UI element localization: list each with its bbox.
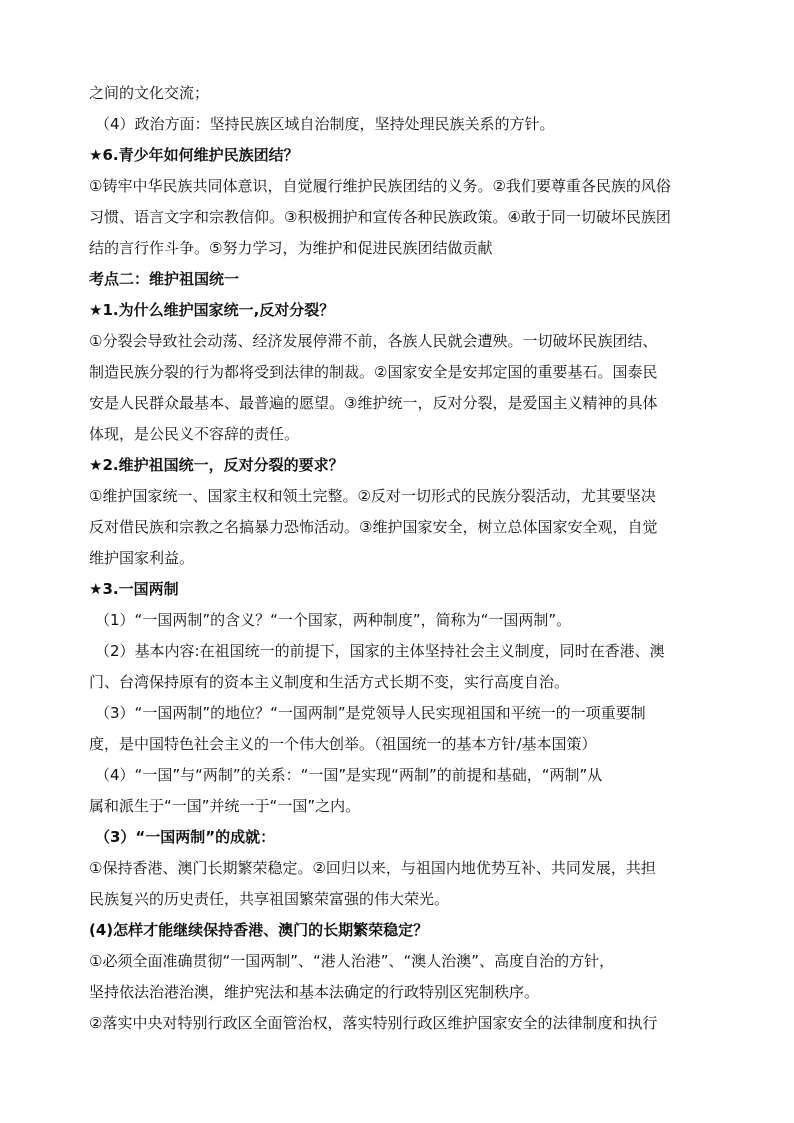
text-line: 坚持依法治港治澳，维护宪法和基本法确定的行政特别区宪制秩序。 [89, 983, 540, 1001]
text-line: 反对借民族和宗教之名搞暴力恐怖活动。③维护国家安全，树立总体国家安全观，自觉 [89, 518, 658, 536]
subsection-heading: (4)怎样才能继续保持香港、澳门的长期繁荣稳定？ [89, 921, 429, 939]
text-line: （1）“一国两制”的含义？“一个国家，两种制度”，简称为“一国两制”。 [95, 611, 572, 629]
text-line: （4）政治方面：坚持民族区域自治制度，坚持处理民族关系的方针。 [95, 115, 555, 133]
text-line: （2）基本内容:在祖国统一的前提下，国家的主体坚持社会主义制度，同时在香港、澳 [95, 642, 665, 660]
text-line: ①保持香港、澳门长期繁荣稳定。②回归以来，与祖国内地优势互补、共同发展，共担 [89, 859, 656, 877]
text-line: ①维护国家统一、国家主权和领土完整。②反对一切形式的民族分裂活动，尤其要坚决 [89, 487, 656, 505]
text-line: ②落实中央对特别行政区全面管治权，落实特别行政区维护国家安全的法律制度和执行 [89, 1014, 658, 1032]
text-line: 体现，是公民义不容辞的责任。 [89, 425, 300, 443]
text-line: （3）“一国两制”的地位？“一国两制”是党领导人民实现祖国和平统一的一项重要制 [95, 704, 646, 722]
text-line: 结的言行作斗争。⑤努力学习，为维护和促进民族团结做贡献 [89, 239, 493, 257]
text-line: 属和派生于“一国”并统一于“一国”之内。 [89, 797, 361, 815]
text-line: 制造民族分裂的行为都将受到法律的制裁。②国家安全是安邦定国的重要基石。国泰民 [89, 363, 658, 381]
subsection-heading: （3）“一国两制”的成就： [95, 828, 276, 846]
text-line: ①分裂会导致社会动荡、经济发展停滞不前，各族人民就会遭殃。一切破坏民族团结、 [89, 332, 658, 350]
text-line: 习惯、语言文字和宗教信仰。③积极拥护和宣传各种民族政策。④敢于同一切破坏民族团 [89, 208, 671, 226]
question-heading: ★3.一国两制 [89, 580, 179, 598]
question-heading: ★1.为什么维护国家统一,反对分裂？ [89, 301, 335, 319]
text-line: 安是人民群众最基本、最普遍的愿望。③维护统一，反对分裂，是爱国主义精神的具体 [89, 394, 658, 412]
text-line: ①必须全面准确贯彻“一国两制”、“港人治港”、“澳人治澳”、高度自治的方针， [89, 952, 615, 970]
section-heading: 考点二：维护祖国统一 [89, 270, 240, 288]
text-line: 门、台湾保持原有的资本主义制度和生活方式长期不变，实行高度自治。 [89, 673, 570, 691]
text-line: 维护国家利益。 [89, 549, 195, 567]
question-heading: ★6.青少年如何维护民族团结？ [89, 146, 299, 164]
question-heading: ★2.维护祖国统一，反对分裂的要求？ [89, 456, 344, 474]
text-line: 民族复兴的历史责任，共享祖国繁荣富强的伟大荣光。 [89, 890, 450, 908]
text-line: （4）“一国”与“两制”的关系：“一国”是实现“两制”的前提和基础，“两制”从 [95, 766, 603, 784]
text-column [89, 78, 709, 1039]
text-line: 度，是中国特色社会主义的一个伟大创举。（祖国统一的基本方针/基本国策） [89, 735, 597, 753]
text-line: 之间的文化交流； [89, 84, 210, 102]
text-line: ①铸牢中华民族共同体意识，自觉履行维护民族团结的义务。②我们要尊重各民族的风俗 [89, 177, 671, 195]
